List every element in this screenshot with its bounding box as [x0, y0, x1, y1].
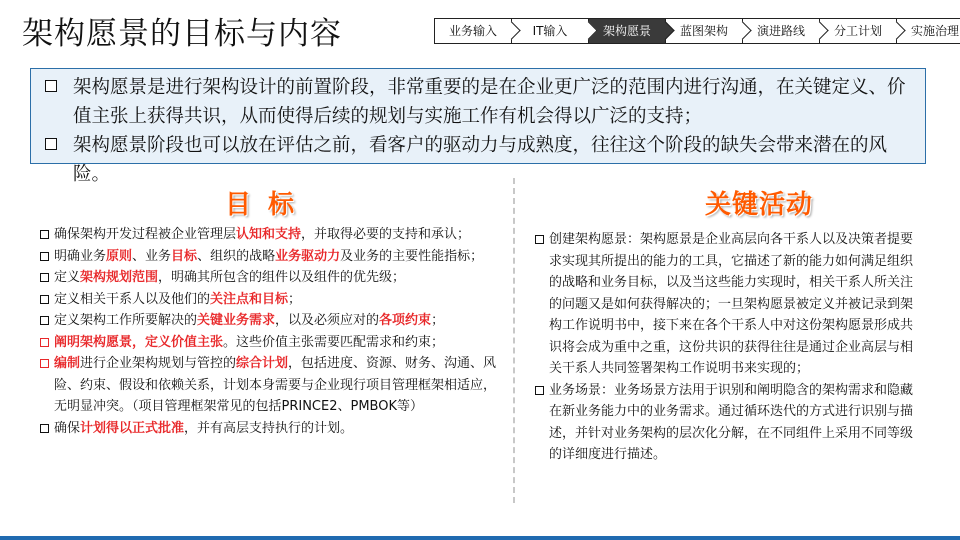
activities-list — [535, 229, 920, 466]
breadcrumb-step-label: 分工计划 — [833, 24, 882, 38]
goal-text: 进行企业架构规划与管控的 — [80, 356, 237, 371]
goal-text: 确保架构开发过程被企业管理层 — [54, 227, 237, 242]
checkbox-icon — [40, 252, 49, 261]
goal-item — [40, 246, 504, 268]
breadcrumb-step[interactable] — [896, 18, 960, 44]
breadcrumb-step-label: 蓝图架构 — [679, 24, 728, 38]
goal-highlight: 综合计划 — [236, 356, 289, 371]
breadcrumb-step[interactable] — [742, 18, 820, 44]
goal-text: 。这些价值主张需要匹配需求和约束； — [223, 334, 445, 350]
goal-text: ，并取得必要的支持和承认； — [301, 227, 471, 242]
goal-text: 及业务的主要性能指标； — [340, 248, 484, 264]
checkbox-icon — [45, 138, 57, 150]
goal-highlight: 计划得以正式批准 — [80, 420, 185, 436]
goal-highlight: 认知和支持 — [236, 227, 302, 242]
breadcrumb-step[interactable] — [819, 18, 897, 44]
breadcrumb-step[interactable] — [434, 18, 512, 44]
goal-text: 、业务 — [132, 248, 172, 264]
goal-text: ，明确其所包含的组件以及组件的优先级； — [158, 270, 406, 285]
breadcrumb-step-label: 演进路线 — [756, 24, 805, 38]
checkbox-icon — [40, 424, 49, 433]
goal-highlight: 业务驱动力 — [275, 248, 341, 264]
intro-text: 架构愿景阶段也可以放在评估之前，看客户的驱动力与成熟度，往往这个阶段的缺失会带来潜在的风险。 — [73, 135, 888, 185]
goal-text: 确保 — [54, 420, 81, 436]
activity-text: 业务场景：业务场景方法用于识别和阐明隐含的架构需求和隐藏在新业务能力中的业务需求。通过循环迭代的方式进行识别与描述，并针对业务架构的层次化分解，在不同组件上采用不同等级的详细度进行描述。 — [549, 382, 914, 462]
goal-highlight: 阐明架构愿景，定义价值主张 — [54, 334, 224, 350]
goal-text: 定义 — [54, 270, 81, 285]
breadcrumb-step-label: 架构愿景 — [602, 24, 651, 38]
checkbox-icon — [40, 359, 49, 368]
goal-item — [40, 267, 504, 289]
intro-item — [45, 131, 911, 189]
goal-item — [40, 353, 504, 418]
goal-item — [40, 289, 504, 311]
activity-item — [535, 380, 920, 466]
breadcrumb-step[interactable] — [665, 18, 743, 44]
checkbox-icon — [40, 295, 49, 304]
activity-text: 创建架构愿景：架构愿景是企业高层向各干系人以及决策者提要求实现其所提出的能力的工具，它描述了新的能力如何满足组织的战略和业务目标，以及当这些能力实现时，相关干系人所关注的问题又是如何获得解决的；一旦架构愿景被定义并被记录到架构工作说明书中，接下来在各个干系人中对这份架构愿景形成共识将会成为重中之重，这份共识的获得往往是通过企业高层与相关干系人共同签署架构工作说明书来实现的； — [549, 232, 914, 376]
breadcrumb-step-label: 实施治理 — [910, 24, 959, 38]
goal-text: ； — [288, 291, 302, 307]
intro-text: 架构愿景是进行架构设计的前置阶段，非常重要的是在企业更广泛的范围内进行沟通，在关键定义、价值主张上获得共识，从而使得后续的规划与实施工作有机会得以广泛的支持； — [73, 77, 906, 127]
goal-text: 明确业务 — [54, 248, 107, 264]
intro-item — [45, 73, 911, 131]
goal-item — [40, 224, 504, 246]
goal-highlight: 关键业务需求 — [197, 313, 276, 328]
goal-item — [40, 332, 504, 354]
activity-item — [535, 229, 920, 380]
goal-highlight: 编制 — [54, 356, 81, 371]
goal-highlight: 架构规划范围 — [80, 270, 159, 285]
checkbox-icon — [535, 235, 544, 244]
breadcrumb-step-label: IT输入 — [532, 24, 568, 38]
goal-text: ； — [431, 313, 445, 328]
goals-list — [40, 224, 504, 439]
breadcrumb-step[interactable] — [588, 18, 666, 44]
checkbox-icon — [40, 230, 49, 239]
goal-item — [40, 418, 504, 440]
goal-highlight: 各项约束 — [379, 313, 432, 328]
checkbox-icon — [40, 338, 49, 347]
checkbox-icon — [45, 80, 57, 92]
checkbox-icon — [40, 316, 49, 325]
goal-highlight: 目标 — [171, 248, 198, 264]
goal-text: 、组织的战略 — [197, 248, 276, 264]
checkbox-icon — [40, 273, 49, 282]
goal-text: ，并有高层支持执行的计划。 — [184, 420, 354, 436]
goal-text: ，包括进度、资源、财务、沟通、风险、约束、假设和依赖关系，计划本身需要与企业现行项目管理框架相适应，无明显冲突。（项目管理框架常见的包括PRINCE2、PMBOK等） — [54, 356, 497, 414]
activities-heading: 关键活动 — [705, 190, 814, 220]
breadcrumb — [434, 18, 960, 44]
checkbox-icon — [535, 386, 544, 395]
goal-item — [40, 310, 504, 332]
column-divider — [513, 178, 515, 503]
goal-text: 定义相关干系人以及他们的 — [54, 291, 211, 307]
bottom-bar — [0, 536, 960, 540]
goal-highlight: 关注点和目标 — [210, 291, 289, 307]
goal-text: 定义架构工作所要解决的 — [54, 313, 198, 328]
goals-heading: 目 标 — [225, 190, 299, 220]
breadcrumb-step[interactable] — [511, 18, 589, 44]
intro-box — [30, 68, 926, 185]
goal-highlight: 原则 — [106, 248, 133, 264]
goal-text: ，以及必须应对的 — [275, 313, 380, 328]
breadcrumb-step-label: 业务输入 — [448, 24, 497, 38]
page-title: 架构愿景的目标与内容 — [22, 16, 342, 52]
